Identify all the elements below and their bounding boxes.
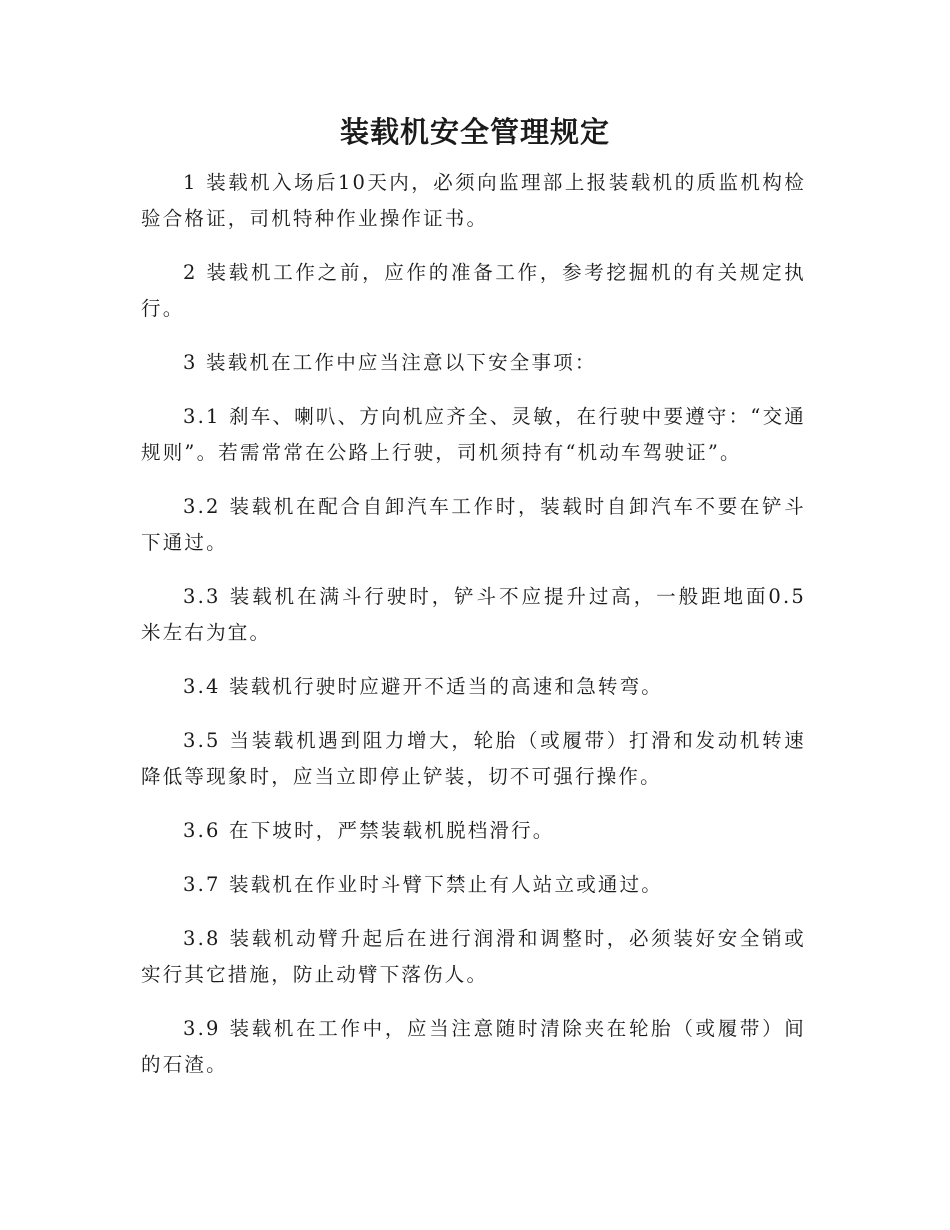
document-body — [141, 165, 806, 1101]
paragraph-3-1: 3.1 刹车、喇叭、方向机应齐全、灵敏，在行驶中要遵守：“交通规则”。若需常常在公路上行驶，司机须持有“机动车驾驶证”。 — [141, 405, 806, 464]
paragraph-3-3: 3.3 装载机在满斗行驶时，铲斗不应提升过高，一般距地面0.5米左右为宜。 — [141, 585, 806, 644]
paragraph-2: 2 装载机工作之前，应作的准备工作，参考挖掘机的有关规定执行。 — [141, 261, 806, 320]
paragraph-3-6: 3.6 在下坡时，严禁装载机脱档滑行。 — [183, 819, 555, 842]
paragraph-3: 3 装载机在工作中应当注意以下安全事项： — [183, 351, 597, 374]
paragraph-3-8: 3.8 装载机动臂升起后在进行润滑和调整时，必须装好安全销或实行其它措施，防止动臂下落伤人。 — [141, 927, 806, 986]
paragraph-3-9: 3.9 装载机在工作中，应当注意随时清除夹在轮胎（或履带）间的石渣。 — [141, 1017, 806, 1076]
paragraph-3-2: 3.2 装载机在配合自卸汽车工作时，装载时自卸汽车不要在铲斗下通过。 — [141, 495, 806, 554]
paragraph-3-4: 3.4 装载机行驶时应避开不适当的高速和急转弯。 — [183, 675, 664, 698]
paragraph-3-5: 3.5 当装载机遇到阻力增大，轮胎（或履带）打滑和发动机转速降低等现象时，应当立即停止铲装，切不可强行操作。 — [141, 729, 806, 788]
paragraph-3-7: 3.7 装载机在作业时斗臂下禁止有人站立或通过。 — [183, 873, 664, 896]
paragraph-1: 1 装载机入场后10天内，必须向监理部上报装载机的质监机构检验合格证，司机特种作业操作证书。 — [141, 171, 806, 230]
document-title: 装载机安全管理规定 — [339, 115, 610, 149]
